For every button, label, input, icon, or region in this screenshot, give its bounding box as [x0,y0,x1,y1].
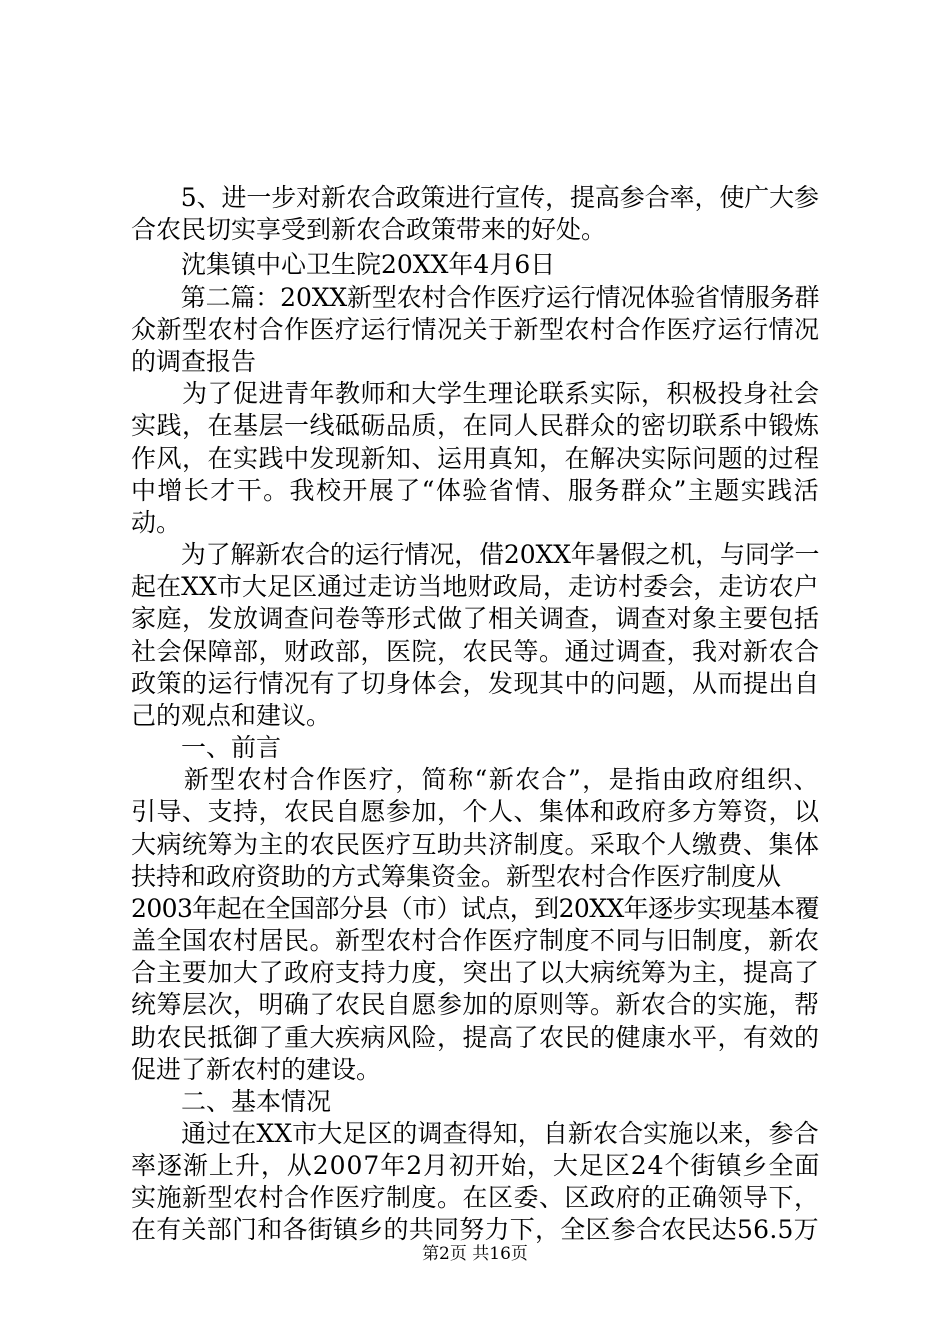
text-line: 引导、支持，农民自愿参加，个人、集体和政府多方筹资，以 [131,797,820,826]
text-line: 二、基本情况 [131,1087,332,1116]
text-line: 政策的运行情况有了切身体会，发现其中的问题，从而提出自 [131,669,820,698]
text-line: 实践，在基层一线砥砺品质，在同人民群众的密切联系中锻炼 [131,411,820,440]
text-line: 合农民切实享受到新农合政策带来的好处。 [131,215,607,244]
text-line: 5、进一步对新农合政策进行宣传，提高参合率，使广大参 [131,183,819,212]
text-line: 为了促进青年教师和大学生理论联系实际，积极投身社会 [131,379,820,408]
text-line: 率逐渐上升，从2007年2月初开始，大足区24个街镇乡全面 [131,1151,821,1180]
text-line: 扶持和政府资助的方式筹集资金。新型农村合作医疗制度从 [131,862,782,891]
text-line: 盖全国农村居民。新型农村合作医疗制度不同与旧制度，新农 [131,926,820,955]
text-line: 的调查报告 [131,347,257,376]
text-line: 家庭，发放调查问卷等形式做了相关调查，调查对象主要包括 [131,604,820,633]
text-line: 社会保障部，财政部，医院，农民等。通过调查，我对新农合 [131,637,820,666]
page-footer: 第2页 共16页 [422,1244,528,1264]
text-line: 通过在XX市大足区的调查得知，自新农合实施以来，参合 [131,1119,819,1148]
text-line: 第二篇：20XX新型农村合作医疗运行情况体验省情服务群 [131,283,820,312]
text-line: 众新型农村合作医疗运行情况关于新型农村合作医疗运行情况 [131,315,820,344]
text-line: 中增长才干。我校开展了“体验省情、服务群众”主题实践活 [131,476,820,505]
text-line: 2003年起在全国部分县（市）试点，到20XX年逐步实现基本覆 [131,894,820,923]
text-line: 促进了新农村的建设。 [131,1055,382,1084]
text-line: 助农民抵御了重大疾病风险，提高了农民的健康水平，有效的 [131,1023,820,1052]
text-line: 新型农村合作医疗，简称“新农合”，是指由政府组织、 [131,765,820,794]
text-line: 为了解新农合的运行情况，借20XX年暑假之机，与同学一 [131,540,820,569]
text-line: 统筹层次，明确了农民自愿参加的原则等。新农合的实施，帮 [131,990,820,1019]
text-line: 沈集镇中心卫生院20XX年4月6日 [131,250,556,279]
text-line: 合主要加大了政府支持力度，突出了以大病统筹为主，提高了 [131,958,820,987]
text-line: 动。 [131,508,182,537]
text-line: 作风，在实践中发现新知、运用真知，在解决实际问题的过程 [131,444,820,473]
text-line: 起在XX市大足区通过走访当地财政局，走访村委会，走访农户 [131,572,819,601]
text-line: 实施新型农村合作医疗制度。在区委、区政府的正确领导下， [131,1183,820,1212]
text-line: 大病统筹为主的农民医疗互助共济制度。采取个人缴费、集体 [131,830,820,859]
text-line: 一、前言 [131,733,282,762]
text-line: 在有关部门和各街镇乡的共同努力下，全区参合农民达56.5万 [131,1215,819,1244]
text-line: 己的观点和建议。 [131,701,332,730]
